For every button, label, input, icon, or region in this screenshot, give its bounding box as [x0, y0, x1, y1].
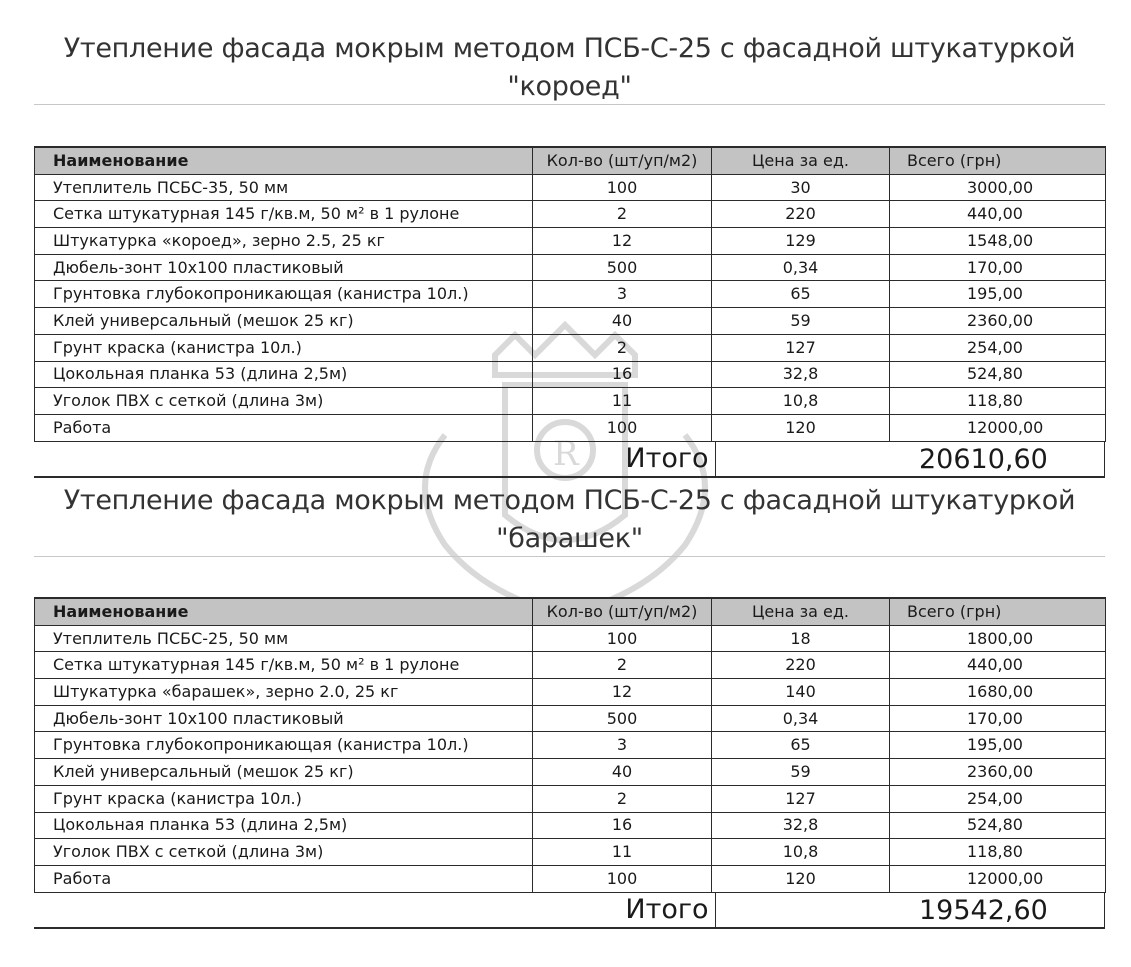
table-row — [35, 174, 1106, 201]
item-price: 10,8 — [712, 388, 890, 415]
item-name: Клей универсальный (мешок 25 кг) — [35, 759, 533, 786]
total-row-1 — [34, 441, 1105, 478]
item-total: 1548,00 — [890, 228, 1106, 255]
header-price: Цена за ед. — [712, 147, 890, 174]
item-total: 1800,00 — [890, 625, 1106, 652]
table-row — [35, 228, 1106, 255]
item-name: Утеплитель ПСБС-35, 50 мм — [35, 174, 533, 201]
item-price: 0,34 — [712, 705, 890, 732]
table-row — [35, 812, 1106, 839]
header-total: Всего (грн) — [890, 147, 1106, 174]
item-total: 2360,00 — [890, 308, 1106, 335]
item-name: Сетка штукатурная 145 г/кв.м, 50 м² в 1 рулоне — [35, 201, 533, 228]
item-price: 127 — [712, 785, 890, 812]
item-price: 120 — [712, 865, 890, 892]
total-row-2 — [34, 892, 1105, 929]
item-total: 3000,00 — [890, 174, 1106, 201]
table-row — [35, 308, 1106, 335]
table-row — [35, 652, 1106, 679]
item-name: Уголок ПВХ с сеткой (длина 3м) — [35, 839, 533, 866]
item-name: Грунт краска (канистра 10л.) — [35, 334, 533, 361]
table-header-row — [35, 147, 1106, 174]
table-row — [35, 414, 1106, 441]
item-price: 220 — [712, 652, 890, 679]
item-qty: 2 — [533, 201, 712, 228]
item-price: 32,8 — [712, 812, 890, 839]
item-name: Грунтовка глубокопроникающая (канистра 10л.) — [35, 281, 533, 308]
item-total: 254,00 — [890, 334, 1106, 361]
table-row — [35, 679, 1106, 706]
table-row — [35, 334, 1106, 361]
item-total: 170,00 — [890, 705, 1106, 732]
item-qty: 16 — [533, 812, 712, 839]
item-price: 129 — [712, 228, 890, 255]
header-total: Всего (грн) — [890, 598, 1106, 625]
table-header-row — [35, 598, 1106, 625]
item-price: 220 — [712, 201, 890, 228]
item-name: Дюбель-зонт 10х100 пластиковый — [35, 705, 533, 732]
section-1-title — [34, 30, 1105, 106]
header-price: Цена за ед. — [712, 598, 890, 625]
item-total: 440,00 — [890, 652, 1106, 679]
header-qty: Кол-во (шт/уп/м2) — [533, 147, 712, 174]
item-name: Цокольная планка 53 (длина 2,5м) — [35, 361, 533, 388]
item-total: 195,00 — [890, 732, 1106, 759]
item-name: Грунтовка глубокопроникающая (канистра 10л.) — [35, 732, 533, 759]
item-total: 195,00 — [890, 281, 1106, 308]
item-price: 65 — [712, 732, 890, 759]
item-qty: 500 — [533, 254, 712, 281]
item-name: Грунт краска (канистра 10л.) — [35, 785, 533, 812]
item-price: 127 — [712, 334, 890, 361]
total-value: 20610,60 — [919, 444, 1048, 475]
section-1-title-line1: Утепление фасада мокрым методом ПСБ-С-25 с фасадной штукатуркой — [63, 33, 1076, 64]
header-name: Наименование — [35, 147, 533, 174]
item-total: 524,80 — [890, 812, 1106, 839]
section-2-title-line1: Утепление фасада мокрым методом ПСБ-С-25 с фасадной штукатуркой — [63, 485, 1076, 516]
item-qty: 3 — [533, 732, 712, 759]
table-row — [35, 254, 1106, 281]
item-price: 59 — [712, 308, 890, 335]
item-name: Штукатурка «барашек», зерно 2.0, 25 кг — [35, 679, 533, 706]
table-row — [35, 732, 1106, 759]
item-name: Клей универсальный (мешок 25 кг) — [35, 308, 533, 335]
item-qty: 3 — [533, 281, 712, 308]
item-price: 10,8 — [712, 839, 890, 866]
svg-text:R: R — [553, 434, 579, 474]
item-price: 65 — [712, 281, 890, 308]
header-qty: Кол-во (шт/уп/м2) — [533, 598, 712, 625]
table-row — [35, 281, 1106, 308]
section-2-title — [34, 482, 1105, 558]
item-qty: 40 — [533, 759, 712, 786]
item-qty: 2 — [533, 652, 712, 679]
item-qty: 16 — [533, 361, 712, 388]
item-price: 30 — [712, 174, 890, 201]
item-name: Уголок ПВХ с сеткой (длина 3м) — [35, 388, 533, 415]
total-value: 19542,60 — [919, 895, 1048, 926]
item-qty: 500 — [533, 705, 712, 732]
header-name: Наименование — [35, 598, 533, 625]
item-name: Дюбель-зонт 10х100 пластиковый — [35, 254, 533, 281]
item-qty: 2 — [533, 334, 712, 361]
table-row — [35, 759, 1106, 786]
item-total: 118,80 — [890, 388, 1106, 415]
total-label: Итого — [625, 443, 709, 474]
table-row — [35, 865, 1106, 892]
item-total: 524,80 — [890, 361, 1106, 388]
item-total: 170,00 — [890, 254, 1106, 281]
table-row — [35, 785, 1106, 812]
item-total: 12000,00 — [890, 414, 1106, 441]
item-price: 18 — [712, 625, 890, 652]
item-price: 0,34 — [712, 254, 890, 281]
item-total: 118,80 — [890, 839, 1106, 866]
table-row — [35, 705, 1106, 732]
item-qty: 100 — [533, 174, 712, 201]
section-1-title-line2: "короед" — [507, 71, 632, 102]
table-row — [35, 388, 1106, 415]
section-2-title-line2: "барашек" — [496, 523, 643, 554]
item-price: 140 — [712, 679, 890, 706]
table-row — [35, 625, 1106, 652]
item-qty: 100 — [533, 414, 712, 441]
item-qty: 12 — [533, 228, 712, 255]
item-qty: 11 — [533, 388, 712, 415]
item-price: 32,8 — [712, 361, 890, 388]
item-price: 59 — [712, 759, 890, 786]
estimate-table-1 — [34, 146, 1106, 442]
total-label: Итого — [625, 894, 709, 925]
item-name: Сетка штукатурная 145 г/кв.м, 50 м² в 1 рулоне — [35, 652, 533, 679]
item-qty: 100 — [533, 865, 712, 892]
table-row — [35, 361, 1106, 388]
item-name: Работа — [35, 414, 533, 441]
item-name: Штукатурка «короед», зерно 2.5, 25 кг — [35, 228, 533, 255]
item-qty: 2 — [533, 785, 712, 812]
item-price: 120 — [712, 414, 890, 441]
item-qty: 12 — [533, 679, 712, 706]
table-row — [35, 201, 1106, 228]
item-total: 1680,00 — [890, 679, 1106, 706]
item-total: 12000,00 — [890, 865, 1106, 892]
item-name: Утеплитель ПСБС-25, 50 мм — [35, 625, 533, 652]
item-name: Работа — [35, 865, 533, 892]
item-total: 2360,00 — [890, 759, 1106, 786]
item-name: Цокольная планка 53 (длина 2,5м) — [35, 812, 533, 839]
item-qty: 40 — [533, 308, 712, 335]
item-qty: 11 — [533, 839, 712, 866]
table-row — [35, 839, 1106, 866]
item-total: 440,00 — [890, 201, 1106, 228]
title-divider — [34, 104, 1105, 105]
item-qty: 100 — [533, 625, 712, 652]
title-divider — [34, 556, 1105, 557]
item-total: 254,00 — [890, 785, 1106, 812]
estimate-table-2 — [34, 597, 1106, 893]
